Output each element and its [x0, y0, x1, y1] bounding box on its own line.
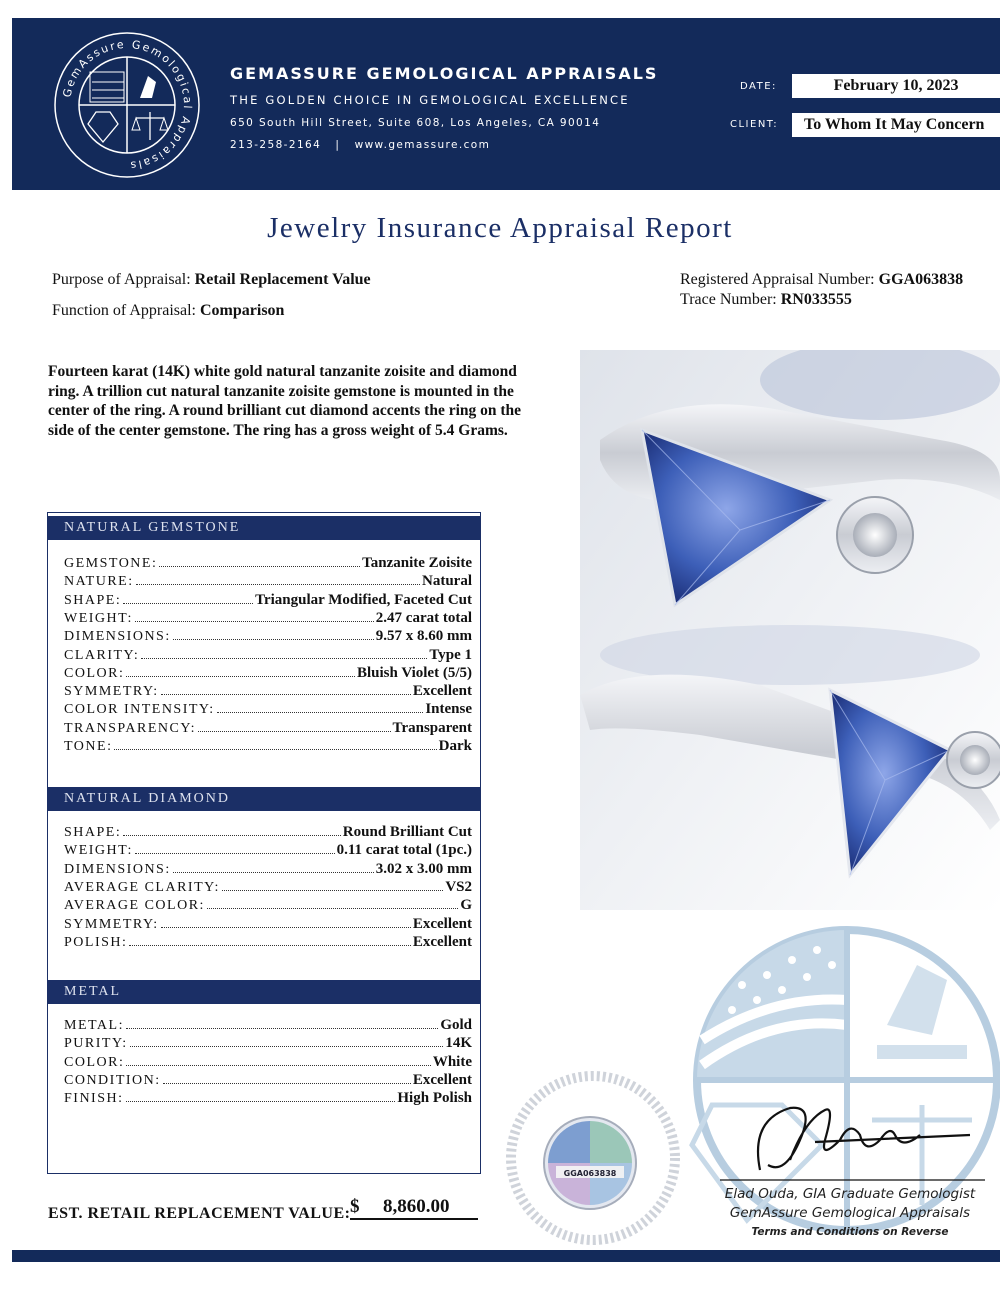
- gemstone-label: COLOR INTENSITY:: [64, 702, 215, 718]
- purpose-value: Retail Replacement Value: [194, 271, 371, 288]
- leader-dots: [163, 1083, 411, 1084]
- diamond-value: 3.02 x 3.00 mm: [375, 860, 472, 877]
- gemstone-label: GEMSTONE:: [64, 556, 158, 571]
- diamond-row: [64, 842, 472, 860]
- company-tagline: THE GOLDEN CHOICE IN GEMOLOGICAL EXCELLENCE: [230, 93, 630, 107]
- diamond-label: AVERAGE CLARITY:: [64, 879, 220, 895]
- diamond-value: Excellent: [412, 915, 472, 932]
- leader-dots: [207, 908, 458, 909]
- gemstone-row: [64, 701, 472, 719]
- gemstone-row: [64, 555, 472, 573]
- leader-dots: [161, 694, 411, 695]
- diamond-label: WEIGHT:: [64, 843, 133, 859]
- leader-dots: [159, 566, 360, 567]
- metal-row: [64, 1035, 472, 1053]
- company-website: www.gemassure.com: [354, 139, 491, 151]
- diamond-label: POLISH:: [64, 934, 128, 950]
- gemstone-label: WEIGHT:: [64, 610, 133, 626]
- diamond-value: VS2: [445, 878, 472, 895]
- gemstone-row: [64, 592, 472, 610]
- metal-label: METAL:: [64, 1018, 124, 1033]
- trace-line: [680, 291, 852, 309]
- trace-value: RN033555: [780, 291, 852, 308]
- metal-value: High Polish: [397, 1090, 472, 1107]
- gemassure-seal-logo: [52, 30, 202, 180]
- gemstone-value: Natural: [422, 573, 472, 590]
- estimate-value: 8,860.00: [383, 1196, 450, 1217]
- diamond-value: Round Brilliant Cut: [342, 824, 472, 840]
- metal-label: FINISH:: [64, 1091, 124, 1107]
- svg-text:GemAssure Gemological Appraisa: GemAssure Gemological Appraisals: [60, 37, 195, 173]
- leader-dots: [173, 639, 374, 640]
- company-phone: 213-258-2164: [230, 139, 322, 151]
- leader-dots: [135, 621, 374, 622]
- metal-heading: METAL: [48, 980, 480, 1004]
- leader-dots: [198, 731, 390, 732]
- signature: [640, 1080, 1000, 1190]
- registered-line: [680, 271, 963, 289]
- diamond-value: Excellent: [412, 933, 472, 950]
- metal-row: [64, 1090, 472, 1108]
- diamond-label: DIMENSIONS:: [64, 861, 171, 877]
- diamond-heading: NATURAL DIAMOND: [48, 787, 480, 811]
- leader-dots: [123, 835, 341, 836]
- gemstone-label: COLOR:: [64, 665, 125, 681]
- diamond-value: G: [460, 897, 472, 914]
- purpose-label: Purpose of Appraisal:: [52, 271, 191, 288]
- metal-label: CONDITION:: [64, 1072, 161, 1088]
- diamond-row: [64, 861, 472, 879]
- gemstone-value: Transparent: [392, 719, 472, 736]
- specification-table: [47, 512, 481, 1174]
- metal-value: 14K: [445, 1035, 472, 1052]
- lower-diamond: [960, 745, 990, 775]
- gemstone-label: SHAPE:: [64, 592, 122, 608]
- signature-block: [700, 1185, 1000, 1242]
- leader-dots: [135, 853, 335, 854]
- currency-symbol: $: [350, 1196, 360, 1217]
- leader-dots: [141, 658, 427, 659]
- upper-diamond: [853, 513, 897, 557]
- date-value: February 10, 2023: [792, 74, 1000, 98]
- leader-dots: [114, 749, 436, 750]
- metal-row: [64, 1017, 472, 1035]
- leader-dots: [222, 890, 443, 891]
- gemstone-label: TRANSPARENCY:: [64, 720, 197, 736]
- diamond-label: SYMMETRY:: [64, 916, 159, 932]
- gemstone-value: Intense: [425, 701, 472, 718]
- estimate-label: EST. RETAIL REPLACEMENT VALUE:: [48, 1205, 351, 1222]
- report-title: Jewelry Insurance Appraisal Report: [267, 212, 733, 244]
- signer-name: Elad Ouda, GIA Graduate Gemologist: [724, 1186, 976, 1202]
- company-contact: [230, 139, 658, 151]
- company-name: GEMASSURE GEMOLOGICAL APPRAISALS: [230, 64, 659, 83]
- metal-label: PURITY:: [64, 1036, 128, 1052]
- purpose-line: [52, 271, 371, 289]
- gemstone-heading: NATURAL GEMSTONE: [48, 516, 480, 540]
- gemstone-label: NATURE:: [64, 574, 134, 590]
- leader-dots: [123, 603, 253, 604]
- diamond-row: [64, 916, 472, 934]
- gemstone-label: TONE:: [64, 739, 113, 754]
- gemstone-value: Bluish Violet (5/5): [356, 664, 472, 681]
- gemstone-label: DIMENSIONS:: [64, 629, 171, 645]
- diamond-row: [64, 824, 472, 842]
- diamond-label: SHAPE:: [64, 825, 122, 840]
- gemstone-row: [64, 683, 472, 701]
- bottom-bar: [12, 1250, 1000, 1262]
- diamond-label: AVERAGE COLOR:: [64, 898, 205, 914]
- diamond-row: [64, 897, 472, 915]
- gemstone-label: CLARITY:: [64, 647, 140, 663]
- client-label: CLIENT:: [730, 119, 779, 130]
- registered-label: Registered Appraisal Number:: [680, 271, 875, 288]
- signer-company: GemAssure Gemological Appraisals: [729, 1205, 971, 1221]
- leader-dots: [126, 1065, 430, 1066]
- gemstone-row: [64, 720, 472, 738]
- leader-dots: [161, 927, 411, 928]
- leader-dots: [173, 872, 374, 873]
- ring-photo: [580, 350, 1000, 910]
- date-label: DATE:: [740, 81, 777, 92]
- diamond-row: [64, 879, 472, 897]
- gemstone-row: [64, 665, 472, 683]
- leader-dots: [126, 1028, 438, 1029]
- estimate-value-line: [350, 1196, 478, 1220]
- metal-row: [64, 1054, 472, 1072]
- gemstone-value: Tanzanite Zoisite: [362, 555, 472, 571]
- metal-label: COLOR:: [64, 1054, 125, 1070]
- registered-value: GGA063838: [878, 271, 964, 288]
- client-value: To Whom It May Concern: [792, 113, 1000, 137]
- company-block: [230, 64, 658, 151]
- gemstone-value: Triangular Modified, Faceted Cut: [255, 591, 472, 608]
- gemstone-value: Excellent: [412, 683, 472, 700]
- item-description: Fourteen karat (14K) white gold natural tanzanite zoisite and diamond ring. A trillion cut natural tanzanite zoisite gemstone is mounted in the center of the ring. A round brilliant cut diamond accents the ring on the side of the center gemstone. The ring has a gross weight of 5.4 Grams.: [48, 363, 522, 439]
- trace-label: Trace Number:: [680, 291, 777, 308]
- gemstone-label: SYMMETRY:: [64, 684, 159, 700]
- function-value: Comparison: [199, 302, 285, 319]
- metal-row: [64, 1072, 472, 1090]
- metal-value: Gold: [440, 1017, 472, 1033]
- leader-dots: [126, 676, 355, 677]
- gemstone-row: [64, 573, 472, 591]
- gemstone-row: [64, 738, 472, 756]
- metal-value: Excellent: [412, 1071, 472, 1088]
- function-line: [52, 302, 284, 320]
- gemstone-value: 9.57 x 8.60 mm: [375, 628, 472, 645]
- terms-note: Terms and Conditions on Reverse: [751, 1226, 949, 1238]
- contact-separator: |: [325, 139, 350, 151]
- leader-dots: [217, 712, 424, 713]
- leader-dots: [126, 1101, 396, 1102]
- metal-value: White: [432, 1053, 472, 1070]
- hologram-number: GGA063838: [563, 1169, 617, 1178]
- gemstone-row: [64, 647, 472, 665]
- gemstone-row: [64, 610, 472, 628]
- gemstone-row: [64, 628, 472, 646]
- gemstone-value: 2.47 carat total: [375, 609, 472, 626]
- diamond-row: [64, 934, 472, 952]
- leader-dots: [129, 945, 410, 946]
- leader-dots: [130, 1046, 444, 1047]
- function-label: Function of Appraisal:: [52, 302, 196, 319]
- leader-dots: [136, 584, 420, 585]
- company-address: 650 South Hill Street, Suite 608, Los Angeles, CA 90014: [230, 117, 601, 129]
- gemstone-value: Type 1: [429, 646, 472, 663]
- gemstone-value: Dark: [438, 738, 472, 754]
- diamond-value: 0.11 carat total (1pc.): [336, 842, 472, 859]
- header-banner: [12, 18, 1000, 190]
